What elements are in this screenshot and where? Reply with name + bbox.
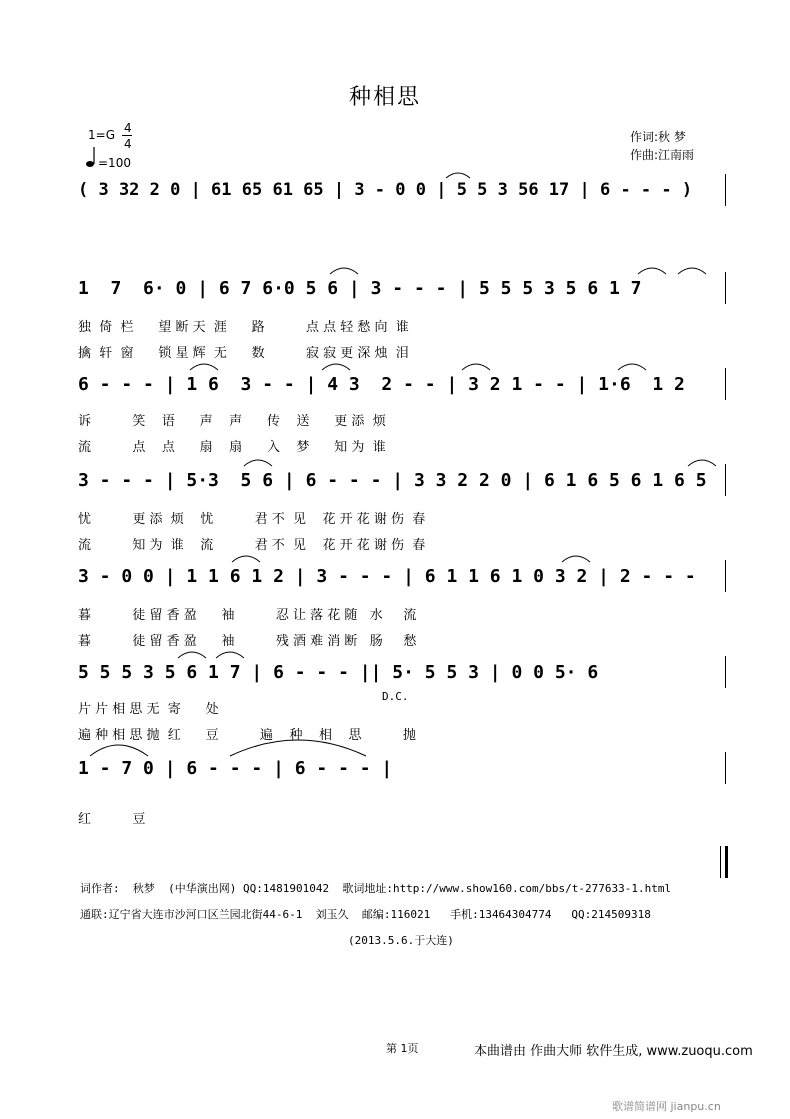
quarter-note-icon — [86, 146, 96, 172]
da-capo-mark: D.C. — [382, 690, 409, 703]
lyric-line-5b: 遍 种 相 思 抛 红 豆 遍 种 相 思 抛 — [78, 728, 416, 743]
time-signature-divider — [122, 135, 132, 136]
intro-notes: ( 3 32 2 0 | 61 65 61 65 | 3 - 0 0 | 5 5 3 56 17 | 6 - - - ) — [78, 180, 693, 200]
slur-arcs — [78, 566, 728, 606]
key-signature: 1=G — [88, 128, 115, 142]
slur-arcs — [78, 470, 728, 510]
page-title: 种相思 — [348, 85, 421, 110]
notes-line-3: 3 - - - | 5·3 5 6 | 6 - - - | 3 3 2 2 0 | 6 1 6 5 6 1 6 5 — [78, 470, 707, 491]
lyricist: 作词:秋 梦 — [630, 130, 686, 144]
slur-arcs — [78, 180, 728, 220]
slur-arcs — [78, 278, 728, 318]
footer-date: (2013.5.6.于大连) — [348, 934, 454, 947]
lyric-line-5a: 片 片 相 思 无 寄 处 — [78, 702, 219, 717]
lyric-line-1a: 独 倚 栏 望 断 天 涯 路 点 点 轻 愁 向 谁 — [78, 320, 409, 335]
footer-author-info: 词作者: 秋梦 (中华演出网) QQ:1481901042 歌词地址:http://www.show160.com/bbs/t-277633-1.html — [80, 882, 672, 895]
final-double-barline — [720, 846, 728, 878]
lyric-line-4a: 暮 徒 留 香 盈 袖 忍 让 落 花 随 水 流 — [78, 608, 417, 623]
notes-line-5: 5 5 5 3 5 6 1 7 | 6 - - - || 5· 5 5 3 | 0 0 5· 6 — [78, 662, 599, 683]
slur-arcs — [78, 758, 728, 798]
generator-credit: 本曲谱由 作曲大师 软件生成, www.zuoqu.com — [474, 1044, 753, 1059]
notes-line-6: 1 - 7 0 | 6 - - - | 6 - - - | — [78, 758, 393, 779]
notes-line-2: 6 - - - | 1 6 3 - - | 4 3 2 - - | 3 2 1 - - | 1·6 1 2 — [78, 374, 685, 395]
lyric-line-4b: 暮 徒 留 香 盈 袖 残 酒 难 消 断 肠 愁 — [78, 634, 417, 649]
lyric-line-2b: 流 点 点 扇 扇 入 梦 知 为 谁 — [78, 440, 386, 455]
lyric-line-6a: 红 豆 — [78, 812, 146, 827]
notes-line-1: 1 7 6· 0 | 6 7 6·0 5 6 | 3 - - - | 5 5 5 3 5 6 1 7 — [78, 278, 642, 299]
composer: 作曲:江南雨 — [630, 148, 695, 162]
tempo: =100 — [98, 156, 131, 170]
footer-contact-info: 通联:辽宁省大连市沙河口区兰园北街44-6-1 刘玉久 邮编:116021 手机:13464304774 QQ:214509318 — [80, 908, 651, 921]
lyric-line-3b: 流 知 为 谁 流 君 不 见 花 开 花 谢 伤 春 — [78, 538, 426, 553]
lyric-line-2a: 诉 笑 语 声 声 传 送 更 添 烦 — [78, 414, 386, 429]
time-signature-top: 4 — [124, 121, 132, 135]
page-number: 第 1页 — [386, 1042, 419, 1055]
lyric-line-1b: 擒 轩 窗 锁 星 辉 无 数 寂 寂 更 深 烛 泪 — [78, 346, 409, 361]
slur-arcs — [78, 662, 728, 702]
time-signature-bottom: 4 — [124, 137, 132, 151]
watermark: 歌谱简谱网 jianpu.cn — [612, 1100, 721, 1113]
slur-arcs — [78, 374, 728, 414]
notes-line-4: 3 - 0 0 | 1 1 6 1 2 | 3 - - - | 6 1 1 6 1 0 3 2 | 2 - - - — [78, 566, 696, 587]
lyric-line-3a: 忧 更 添 烦 忧 君 不 见 花 开 花 谢 伤 春 — [78, 512, 426, 527]
